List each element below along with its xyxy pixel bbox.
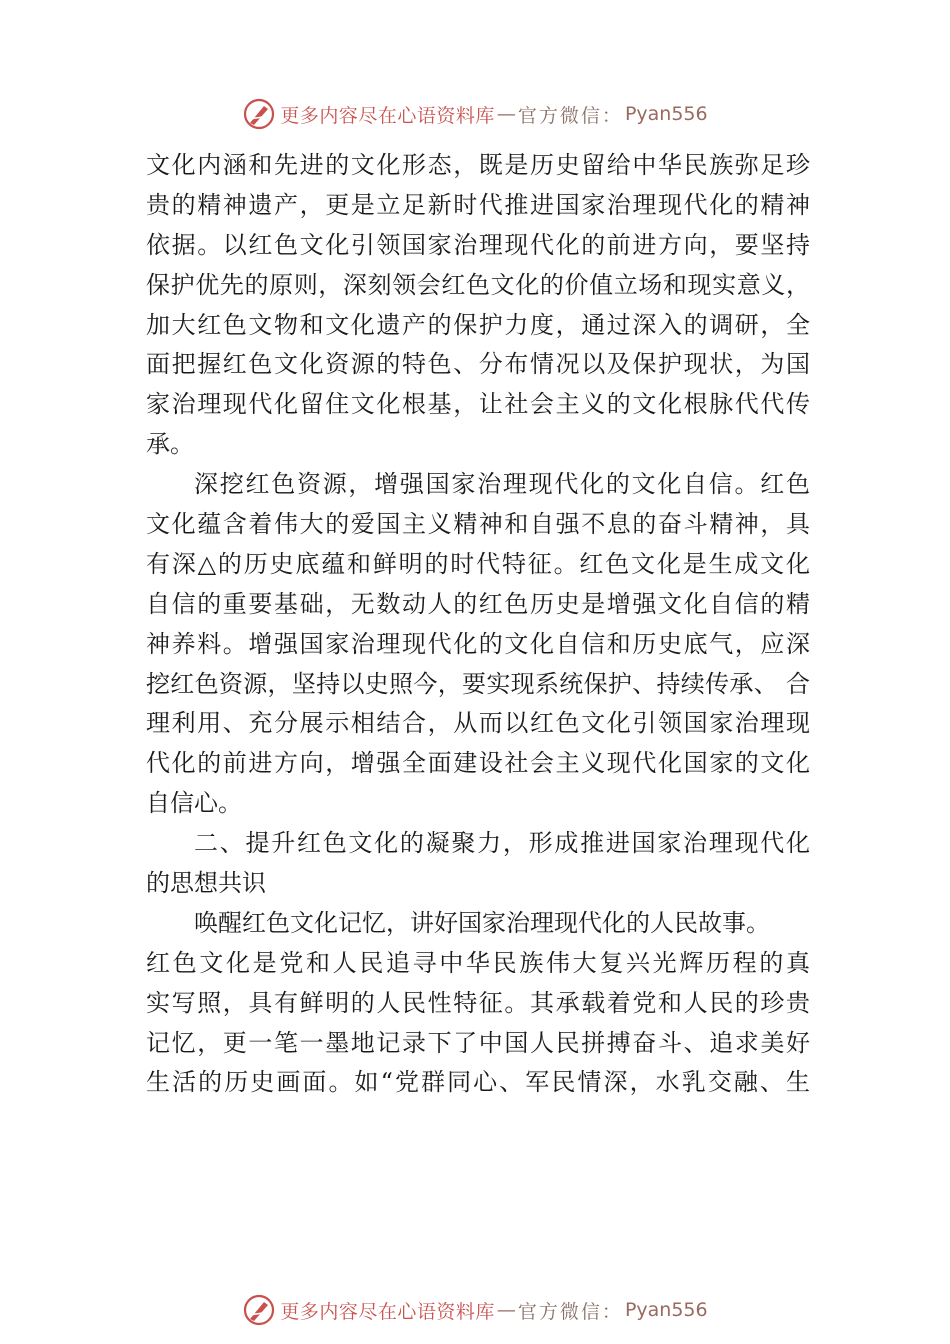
text-line: 保护优先的原则，深刻领会红色文化的价值立场和现实意义， [146, 270, 810, 299]
footer-watermark [0, 1290, 950, 1330]
text-line: 文化内涵和先进的文化形态，既是历史留给中华民族弥足珍 [146, 151, 810, 179]
text-line: 代化的前进方向，增强全面建设社会主义现代化国家的文化 [146, 749, 810, 778]
text-line: 依据。以红色文化引领国家治理现代化的前进方向，要坚持 [146, 230, 810, 259]
text-line: 文化蕴含着伟大的爱国主义精神和自强不息的奋斗精神，具 [146, 510, 810, 539]
text-line: 贵的精神遗产，更是立足新时代推进国家治理现代化的精神 [146, 190, 810, 219]
text-line: 红色文化是党和人民追寻中华民族伟大复兴光辉历程的真 [146, 948, 810, 977]
pen-logo-icon [242, 97, 276, 131]
text-line: 加大红色文物和文化遗产的保护力度，通过深入的调研，全 [146, 310, 810, 339]
watermark-dash: — [496, 103, 516, 125]
document-body [146, 146, 810, 1103]
text-line: 自信心。 [146, 789, 242, 818]
text-line: 自信的重要基础，无数动人的红色历史是增强文化自信的精 [146, 589, 810, 618]
text-line: 实写照，具有鲜明的人民性特征。其承载着党和人民的珍贵 [146, 988, 810, 1017]
watermark-wechat-label: 官方微信： [517, 1300, 623, 1323]
text-line: 承。 [146, 430, 194, 459]
watermark-wechat-label: 官方微信： [517, 104, 623, 127]
section-heading: 的思想共识 [146, 869, 266, 898]
text-line: 理利用、充分展示相结合，从而以红色文化引领国家治理现 [146, 709, 810, 738]
text-line: 有深△的历史底蕴和鲜明的时代特征。红色文化是生成文化 [146, 549, 810, 578]
section-heading: 二、提升红色文化的凝聚力，形成推进国家治理现代化 [194, 829, 810, 858]
watermark-title: 更多内容尽在心语资料库 [280, 1300, 495, 1323]
text-line: 生活的历史画面。如“党群同心、军民情深，水乳交融、生 [146, 1068, 810, 1097]
text-line: 记忆，更一笔一墨地记录下了中国人民拼搏奋斗、追求美好 [146, 1028, 810, 1057]
text-line: 唤醒红色文化记忆，讲好国家治理现代化的人民故事。 [194, 908, 770, 937]
text-line: 家治理现代化留住文化根基，让社会主义的文化根脉代代传 [146, 390, 810, 419]
watermark-dash: — [496, 1299, 516, 1321]
text-line: 挖红色资源，坚持以史照今，要实现系统保护、持续传承、 合 [146, 669, 810, 698]
text-line: 面把握红色文化资源的特色、分布情况以及保护现状，为国 [146, 350, 810, 379]
watermark-wechat-id: Pyan556 [624, 103, 708, 125]
text-line: 深挖红色资源，增强国家治理现代化的文化自信。红色 [194, 470, 810, 499]
text-line: 神养料。增强国家治理现代化的文化自信和历史底气，应深 [146, 629, 810, 658]
pen-logo-icon [242, 1293, 276, 1327]
watermark-title: 更多内容尽在心语资料库 [280, 104, 495, 127]
watermark-wechat-id: Pyan556 [624, 1299, 708, 1321]
header-watermark [0, 94, 950, 134]
